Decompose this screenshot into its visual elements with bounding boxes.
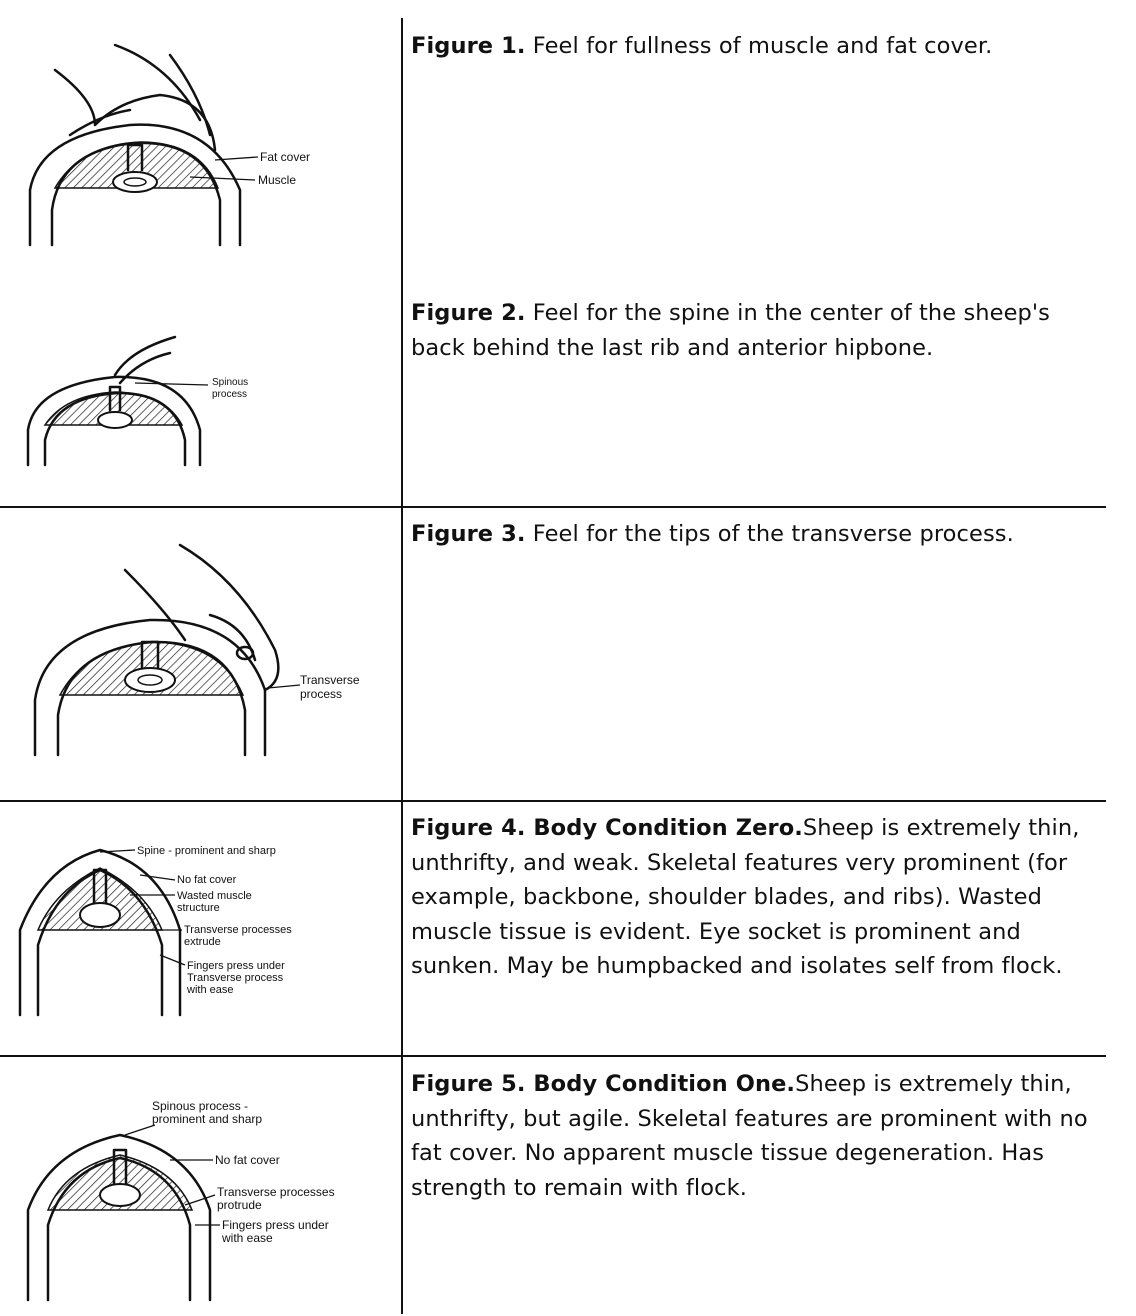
label-spinous-process: Spinous process - bbox=[152, 1099, 249, 1113]
label-spine: Spine - prominent and sharp bbox=[137, 845, 276, 857]
figure-1-caption bbox=[411, 29, 1101, 64]
figure-3-text: Feel for the tips of the transverse process. bbox=[532, 521, 1014, 547]
figure-5-title: Figure 5. Body Condition One. bbox=[411, 1071, 796, 1097]
figure-2-text: Feel for the spine in the center of the sheep's back behind the last rib and anterior hipbone. bbox=[411, 300, 1050, 361]
label-fingers-press: Fingers press under bbox=[222, 1218, 329, 1232]
label-extrude: extrude bbox=[184, 936, 221, 948]
label-structure: structure bbox=[177, 902, 220, 914]
column-divider bbox=[401, 18, 403, 1314]
label-transverse: Transverse bbox=[300, 673, 360, 687]
figure-2-illustration bbox=[0, 325, 400, 470]
figure-3-illustration bbox=[0, 540, 400, 760]
figure-2-title: Figure 2. bbox=[411, 300, 526, 326]
label-spinous: Spinous bbox=[212, 377, 249, 388]
figure-5-text: Sheep is extremely thin, unthrifty, but agile. Skeletal features are prominent with no fat cover. No apparent muscle tissue degeneration. Has strength to remain with flock. bbox=[411, 1071, 1088, 1201]
label-with-ease: with ease bbox=[222, 1231, 273, 1245]
label-transverse-processes: Transverse processes bbox=[217, 1185, 335, 1199]
label-transverse-processes: Transverse processes bbox=[184, 924, 292, 936]
label-process: process bbox=[300, 687, 343, 701]
label-wasted-muscle: Wasted muscle bbox=[177, 890, 252, 902]
figure-1-title: Figure 1. bbox=[411, 33, 526, 59]
label-protrude: protrude bbox=[217, 1198, 262, 1212]
figure-1-illustration bbox=[0, 40, 400, 250]
label-with-ease: with ease bbox=[187, 984, 234, 996]
label-prominent-sharp: prominent and sharp bbox=[152, 1112, 263, 1126]
label-process: process bbox=[212, 389, 248, 400]
label-fingers-press: Fingers press under bbox=[187, 960, 285, 972]
label-fat-cover: Fat cover bbox=[260, 150, 311, 164]
label-transverse-process: Transverse process bbox=[187, 972, 284, 984]
figure-4-text: Sheep is extremely thin, unthrifty, and weak. Skeletal features very prominent (for example, backbone, shoulder blades, and ribs). Wasted muscle tissue is evident. Eye socket is prominent and sunken. May be humpbacked and isolates self from flock. bbox=[411, 815, 1080, 980]
label-muscle: Muscle bbox=[258, 173, 297, 187]
row-divider bbox=[0, 506, 1106, 508]
figure-2-caption bbox=[411, 296, 1101, 365]
figure-4-title: Figure 4. Body Condition Zero. bbox=[411, 815, 803, 841]
figure-3-title: Figure 3. bbox=[411, 521, 526, 547]
label-no-fat: No fat cover bbox=[177, 874, 237, 886]
row-divider bbox=[0, 800, 1106, 802]
figure-3-caption bbox=[411, 517, 1101, 552]
figure-4-caption bbox=[411, 811, 1101, 984]
figure-1-text: Feel for fullness of muscle and fat cover. bbox=[532, 33, 993, 59]
figure-5-illustration bbox=[0, 1090, 400, 1305]
figure-5-caption bbox=[411, 1067, 1101, 1205]
row-divider bbox=[0, 1055, 1106, 1057]
label-no-fat-cover: No fat cover bbox=[215, 1153, 280, 1167]
figure-4-illustration bbox=[0, 835, 400, 1020]
